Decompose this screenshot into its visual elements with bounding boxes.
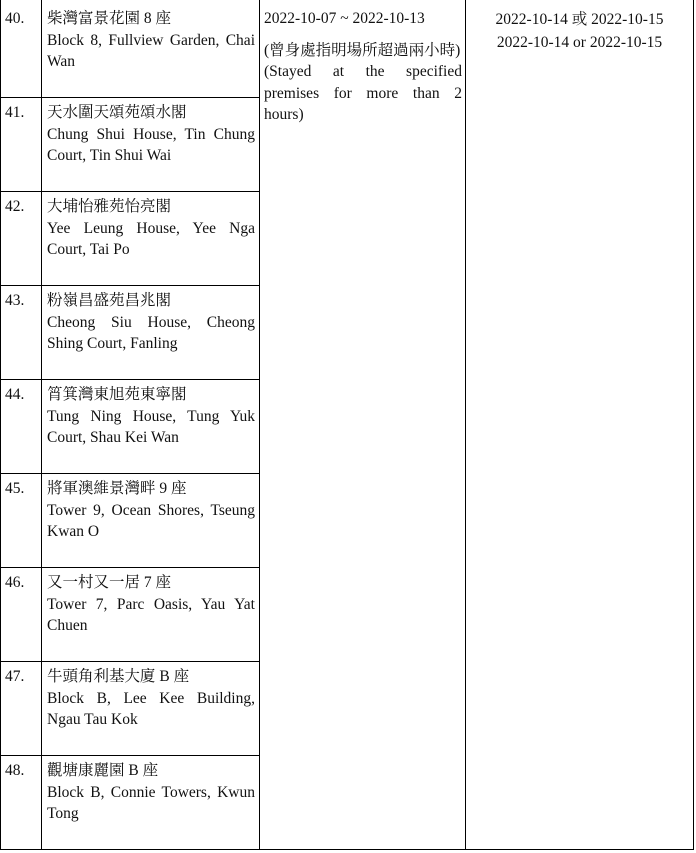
premises-name-zh: 將軍澳維景灣畔 9 座 (47, 480, 187, 497)
row-index: 44. (5, 386, 25, 403)
premises-name-zh: 觀塘康麗園 B 座 (47, 762, 159, 779)
premises-name-en: Block B, Connie Towers, Kwun Tong (47, 783, 255, 822)
table-border-left (0, 0, 1, 850)
premises-name-en: Chung Shui House, Tin Chung Court, Tin Shui Wai (47, 125, 255, 164)
column-divider-index (41, 0, 42, 850)
visit-dates-cell (264, 8, 462, 126)
row-separator (0, 285, 260, 286)
premises-cell (47, 760, 255, 825)
premises-cell (47, 384, 255, 449)
premises-cell (47, 572, 255, 637)
row-separator (0, 473, 260, 474)
visit-date-range: 2022-10-07 ~ 2022-10-13 (264, 10, 425, 27)
premises-cell (47, 666, 255, 731)
column-divider-test (465, 0, 466, 850)
row-separator (0, 567, 260, 568)
test-dates-cell (466, 8, 693, 54)
row-index: 48. (5, 762, 25, 779)
premises-cell (47, 478, 255, 543)
visit-note-en: (Stayed at the specified premises for more than 2 hours) (264, 63, 462, 123)
premises-cell (47, 8, 255, 73)
premises-name-zh: 天水圍天頌苑頌水閣 (47, 104, 187, 121)
row-separator (0, 661, 260, 662)
test-dates-zh: 2022-10-14 或 2022-10-15 (495, 11, 664, 28)
table-border-bottom (0, 849, 694, 850)
premises-name-zh: 又一村又一居 7 座 (47, 574, 172, 591)
test-dates-en: 2022-10-14 or 2022-10-15 (496, 34, 663, 51)
row-separator (0, 379, 260, 380)
visit-note-zh: (曾身處指明場所超過兩小時) (264, 41, 461, 59)
row-index: 47. (5, 668, 25, 685)
table-border-right (693, 0, 694, 850)
premises-name-en: Tung Ning House, Tung Yuk Court, Shau Kei Wan (47, 407, 255, 446)
premises-name-zh: 筲箕灣東旭苑東寧閣 (47, 386, 187, 403)
premises-cell (47, 290, 255, 355)
row-index: 40. (5, 10, 25, 27)
row-separator (0, 97, 260, 98)
premises-name-en: Tower 9, Ocean Shores, Tseung Kwan O (47, 501, 255, 540)
row-index: 42. (5, 198, 25, 215)
column-divider-dates (259, 0, 260, 850)
premises-name-zh: 牛頭角利基大廈 B 座 (47, 668, 190, 685)
row-index: 46. (5, 574, 25, 591)
premises-name-zh: 粉嶺昌盛苑昌兆閣 (47, 292, 172, 309)
row-index: 45. (5, 480, 25, 497)
row-index: 43. (5, 292, 25, 309)
premises-name-en: Tower 7, Parc Oasis, Yau Yat Chuen (47, 595, 255, 634)
premises-name-zh: 柴灣富景花園 8 座 (47, 10, 172, 27)
premises-name-en: Cheong Siu House, Cheong Shing Court, Fanling (47, 313, 255, 352)
premises-name-en: Block 8, Fullview Garden, Chai Wan (47, 31, 255, 70)
premises-cell (47, 196, 255, 261)
row-separator (0, 755, 260, 756)
premises-name-en: Yee Leung House, Yee Nga Court, Tai Po (47, 219, 255, 258)
premises-cell (47, 102, 255, 167)
row-index: 41. (5, 104, 25, 121)
premises-name-zh: 大埔怡雅苑怡亮閣 (47, 198, 172, 215)
premises-name-en: Block B, Lee Kee Building, Ngau Tau Kok (47, 689, 255, 728)
row-separator (0, 191, 260, 192)
